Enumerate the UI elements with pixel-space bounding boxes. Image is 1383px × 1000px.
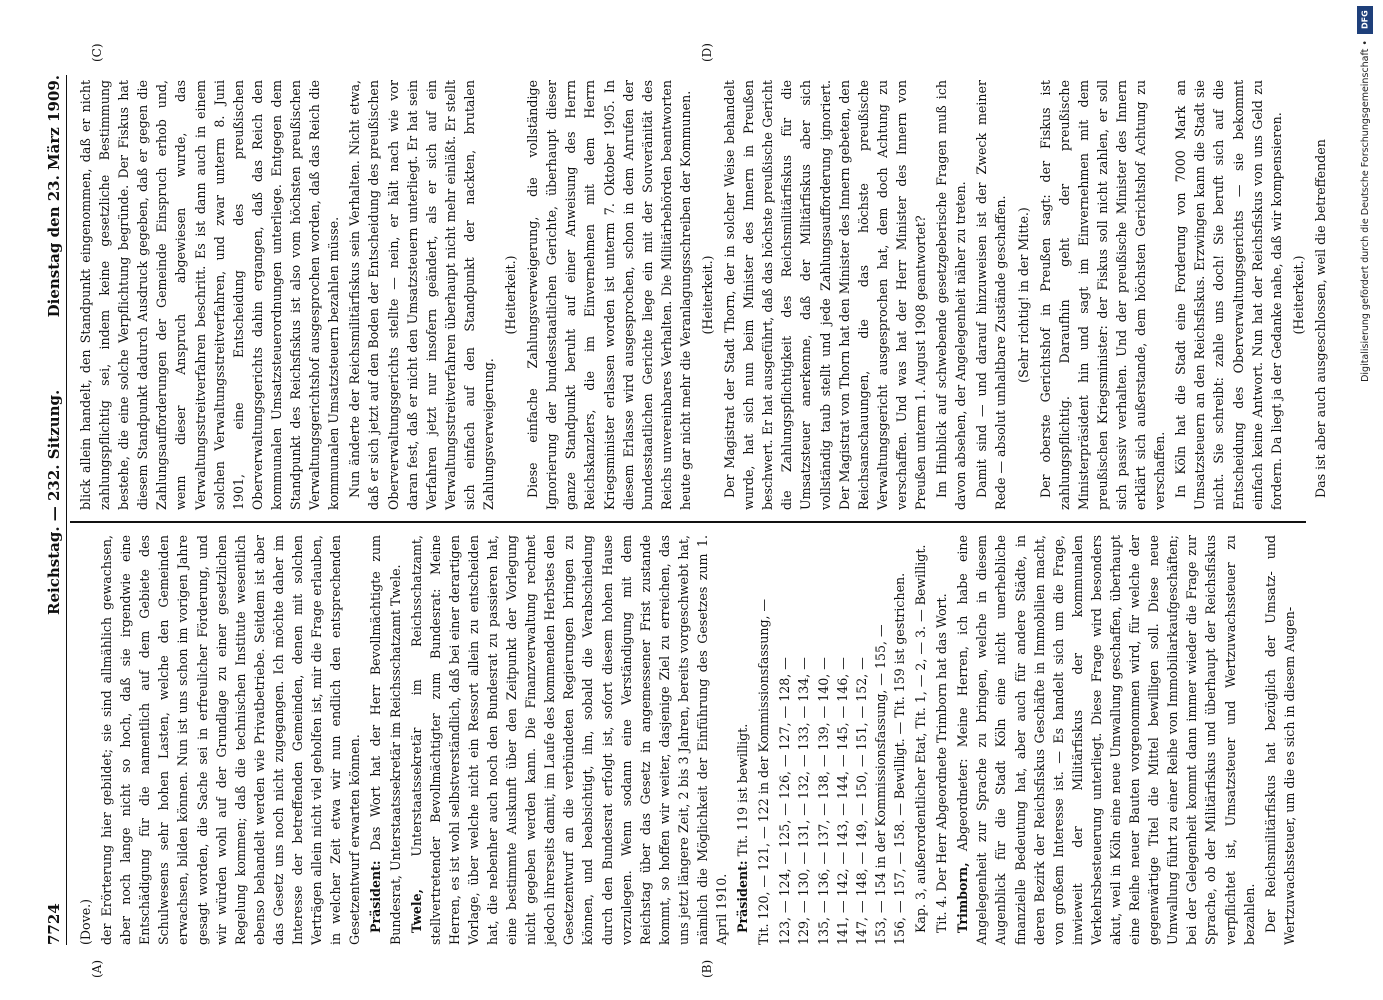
- right-column: [76, 80, 1328, 510]
- paragraph: Präsident: Tit. 119 ist bewilligt.: [735, 723, 751, 933]
- dfg-logo: DFG: [1357, 6, 1373, 34]
- quote: Im Hinblick auf schwebende gesetzgeberische Fragen muß ich davon absehen, der Angelegenheit näher zu treten.: [934, 80, 969, 510]
- title-number-list: 123, — 124, — 125, — 126, — 127, — 128, — 129, — 130, — 131, — 132, — 133, — 134, — 135, — 136, — 137, — 138, — 139, — 140, — 141, — 142, — 143, — 144, — 145, — 146, — 147, — 148, — 149, — 150, — 151, — 152, — 153, — 154 in der Kommissionsfassung, — 155, — 156, — 157, — 158. — Bewilligt. — Tit. 159 ist gestrichen.: [777, 572, 907, 945]
- paragraph: Der Reichsmilitärfiskus hat bezüglich der Umsatz- und Wertzuwachssteuer, um die es sich in diesem Augen-: [1262, 535, 1297, 945]
- reaction: (Sehr richtig! in der Mitte.): [1015, 207, 1031, 383]
- paragraph: Das ist aber auch ausgeschlossen, weil die betreffenden: [1312, 139, 1328, 498]
- paragraph: Diese einfache Zahlungsverweigerung, die vollständige Ignorierung der bundesstaatlichen Gerichte, überhaupt dieser ganze Standpunkt beruht auf einer Anweisung des Herrn Reichskanzlers, die im Einvernehmen mit dem Herrn Kriegsminister erlassen worden ist unterm 7. Oktober 1905. In diesem Erlasse wird ausgesprochen, schon in dem Anrufen der bundesstaatlichen Gerichte liege ein mit der Souveränität des Reichs unvereinbares Verhalten. Die Militärbehörden beantworten heute gar nicht mehr die Veranlagungsschreiben der Kommunen.: [525, 80, 693, 510]
- paragraph: Twele, Unterstaatssekretär im Reichsschatzamt, stellvertretender Bevollmächtigter zum Bundesrat: Meine Herren, es ist wohl selbstverständlich, daß bei einer derartigen Vorlage, über welche nicht ein Ressort allein zu entscheiden hat, die nebenher auch noch den Bundesrat zu passieren hat, eine bestimmte Auskunft über den Zeitpunkt der Vorlegung nicht gegeben werden kann. Die Finanzverwaltung rechnet jedoch ihrerseits damit, im Laufe des kommenden Herbstes den Gesetzentwurf an die verbündeten Regierungen bringen zu können, und beabsichtigt, ihn, sobald die Verabschiedung durch den Bundesrat erfolgt ist, sofort diesem hohen Hause vorzulegen. Wenn sodann eine Verständigung mit dem Reichstag über das Gesetz in angemessener Frist zustande kommt, so hoffen wir weiter, dasjenige Ziel zu erreichen, das uns jetzt längere Zeit, 2 bis 3 Jahren, bereits vorgeschwebt hat, nämlich die Möglichkeit der Einführung des Gesetzes zum 1. April 1910.: [408, 535, 730, 945]
- margin-mark-a: (A): [90, 959, 104, 978]
- digitization-credit: Digitalisierung gefördert durch die Deutsche Forschungsgemeinschaft •: [1360, 40, 1371, 382]
- margin-mark-b: (B): [700, 959, 714, 978]
- paragraph: Damit sind — und darauf hinzuweisen ist der Zweck meiner Rede — absolut unhaltbare Zustände geschaffen.: [974, 80, 1009, 510]
- speaker-label: Trimborn,: [955, 862, 971, 933]
- paragraph: blick allein handelt, den Standpunkt eingenommen, daß er nicht zahlungspflichtig sei, indem keine gesetzliche Bestimmung bestehe, die eine solche Verpflichtung begründe. Der Fiskus hat diesem Standpunkt dadurch Ausdruck gegeben, daß er gegen die Zahlungsaufforderungen der Gemeinde Einspruch erhob und, wenn dieser Anspruch abgewiesen wurde, das Verwaltungsstreitverfahren beschritt. Es ist dann auch in einem solchen Verwaltungsstreitverfahren, und zwar unterm 8. Juni 1901, eine Entscheidung des preußischen Oberverwaltungsgerichts dahin ergangen, daß das Reich den kommunalen Umsatzsteuerordnungen unterliege. Entgegen dem Standpunkt des Reichsfiskus ist also vom höchsten preußischen Verwaltungsgerichtshof ausgesprochen worden, daß das Reich die kommunalen Umsatzsteuern bezahlen müsse.: [78, 80, 342, 510]
- running-header: [40, 75, 67, 945]
- paragraph: der Erörterung hier gebildet; sie sind allmählich gewachsen, aber noch lange nicht so hoch, daß sie irgendwie eine Entschädigung für die namentlich auf dem Gebiete des Schulwesens sehr hohen Lasten, welche den Gemeinden erwachsen, bilden können. Nun ist uns schon im vorigen Jahre gesagt worden, die Sache sei in erfreulicher Förderung, und wir würden wohl auf der Grundlage zu einer gesetzlichen Regelung kommen; daß die technischen Institute wesentlich ebenso behandelt werden wie Privatbetriebe. Seitdem ist aber das Gesetz uns noch nicht zugegangen. Ich möchte daher im Interesse der betreffenden Gemeinden, denen mit solchen Verträgen allein nicht viel geholfen ist, mir die Frage erlauben, in welcher Zeit etwa wir nun endlich den entsprechenden Gesetzentwurf erwarten können.: [99, 535, 363, 945]
- margin-mark-c: (C): [90, 43, 104, 62]
- reaction: (Heiterkeit.): [1290, 255, 1306, 335]
- margin-mark-d: (D): [700, 43, 714, 62]
- paragraph: Der Magistrat der Stadt Thorn, der in solcher Weise behandelt wurde, hat sich nun beim Minister des Innern in Preußen beschwert. Er hat ausgeführt, daß das höchste preußische Gericht die Zahlungspflichtigkeit des Reichsmilitärfiskus für die Umsatzsteuer anerkenne, daß der Militärfiskus aber sich vollständig taub stellt und jede Zahlungsaufforderung ignoriert. Der Magistrat von Thorn hat den Minister des Innern gebeten, den Reichsanschauungen, die das höchste preußische Verwaltungsgericht ausgesprochen hat, dem doch Achtung zu verschaffen. Und was hat der Herr Minister des Innern von Preußen unterm 1. August 1908 geantwortet?: [722, 80, 929, 510]
- paragraph: Kap. 3, außerordentlicher Etat, Tit. 1, — 2, — 3. — Bewilligt.: [913, 544, 929, 933]
- left-column: [76, 535, 1306, 945]
- paragraph: Tit. 4. Der Herr Abgeordnete Trimborn hat das Wort.: [934, 593, 950, 933]
- paragraph: Nun änderte der Reichsmilitärfiskus sein Verhalten. Nicht etwa, daß er sich jetzt auf den Boden der Entscheidung des preußischen Oberverwaltungsgerichts stellte — nein, er hält nach wie vor daran fest, daß er nicht den Umsatzsteuern unterliegt. Er hat sein Verfahren jetzt nur insofern geändert, als er sich auf ein Verwaltungsstreitverfahren überhaupt nicht mehr einläßt. Er stellt sich einfach auf den Standpunkt der nackten, brutalen Zahlungsverweigerung.: [347, 80, 496, 510]
- paragraph: Tit. 120, — 121, — 122 in der Kommissionsfassung, —: [756, 598, 772, 945]
- speaker-label: Präsident:: [735, 860, 751, 933]
- speaker-tag: (Dove.): [78, 898, 93, 945]
- paragraph: In Köln hat die Stadt eine Forderung von 7000 Mark an Umsatzsteuern an den Reichsfiskus. Erzwingen kann die Stadt sie nicht. Sie schreibt: zahle uns doch! Sie beruft sich auf die Entscheidung des Oberverwaltungsgerichts — sie bekommt einfach keine Antwort. Nun hat der Reichsfiskus von uns Geld zu fordern. Da liegt ja der Gedanke nahe, daß wir kompensieren.: [1173, 80, 1284, 510]
- speaker-label: Twele,: [408, 888, 424, 933]
- reaction: (Heiterkeit.): [700, 255, 715, 335]
- paragraph: Präsident: Das Wort hat der Herr Bevollmächtigte zum Bundesrat, Unterstaatssekretär im Reichsschatzamt Twele.: [368, 535, 403, 945]
- paragraph: Der oberste Gerichtshof in Preußen sagt: der Fiskus ist zahlungspflichtig. Daraufhin geht der preußische Ministerpräsident hin und sagt im Einvernehmen mit dem preußischen Kriegsminister: der Fiskus soll nicht zahlen, er soll sich passiv verhalten. Und der preußische Minister des Innern erklärt sich außerstande, dem höchsten Gerichtshof Achtung zu verschaffen.: [1037, 80, 1168, 510]
- header-date: Dienstag den 23. März 1909.: [45, 75, 63, 318]
- header-session: Reichstag. — 232. Sitzung.: [45, 389, 63, 615]
- column-divider: [70, 522, 1306, 524]
- reaction: (Heiterkeit.): [503, 255, 519, 335]
- paragraph: Trimborn, Abgeordneter: Meine Herren, ich habe eine Angelegenheit zur Sprache zu bringen, welche in diesem Augenblick für die Stadt Köln eine nicht unerhebliche finanzielle Bedeutung hat, aber auch für andere Städte, in deren Bezirk der Reichsfiskus Geschäfte in Immobilien macht, von großem Interesse ist. — Es handelt sich um die Frage, inwieweit der Militärfiskus der kommunalen Verkehrsbesteuerung unterliegt. Diese Frage wird besonders akut, weil in Köln eine neue Umwallung geschaffen, überhaupt eine Reihe neuer Bauten vorgenommen wird, für welche der gegenwärtige Titel die Mittel bewilligen soll. Diese neue Umwallung führt zu einer Reihe von Immobiliarkaufgeschäften; bei der Gelegenheit kommt dann immer wieder die Frage zur Sprache, ob der Militärfiskus und überhaupt der Reichsfiskus verpflichtet ist, Umsatzsteuer und Wertzuwachssteuer zu bezahlen.: [955, 535, 1257, 945]
- page-number: 7724: [45, 903, 63, 945]
- speaker-label: Präsident:: [368, 860, 384, 933]
